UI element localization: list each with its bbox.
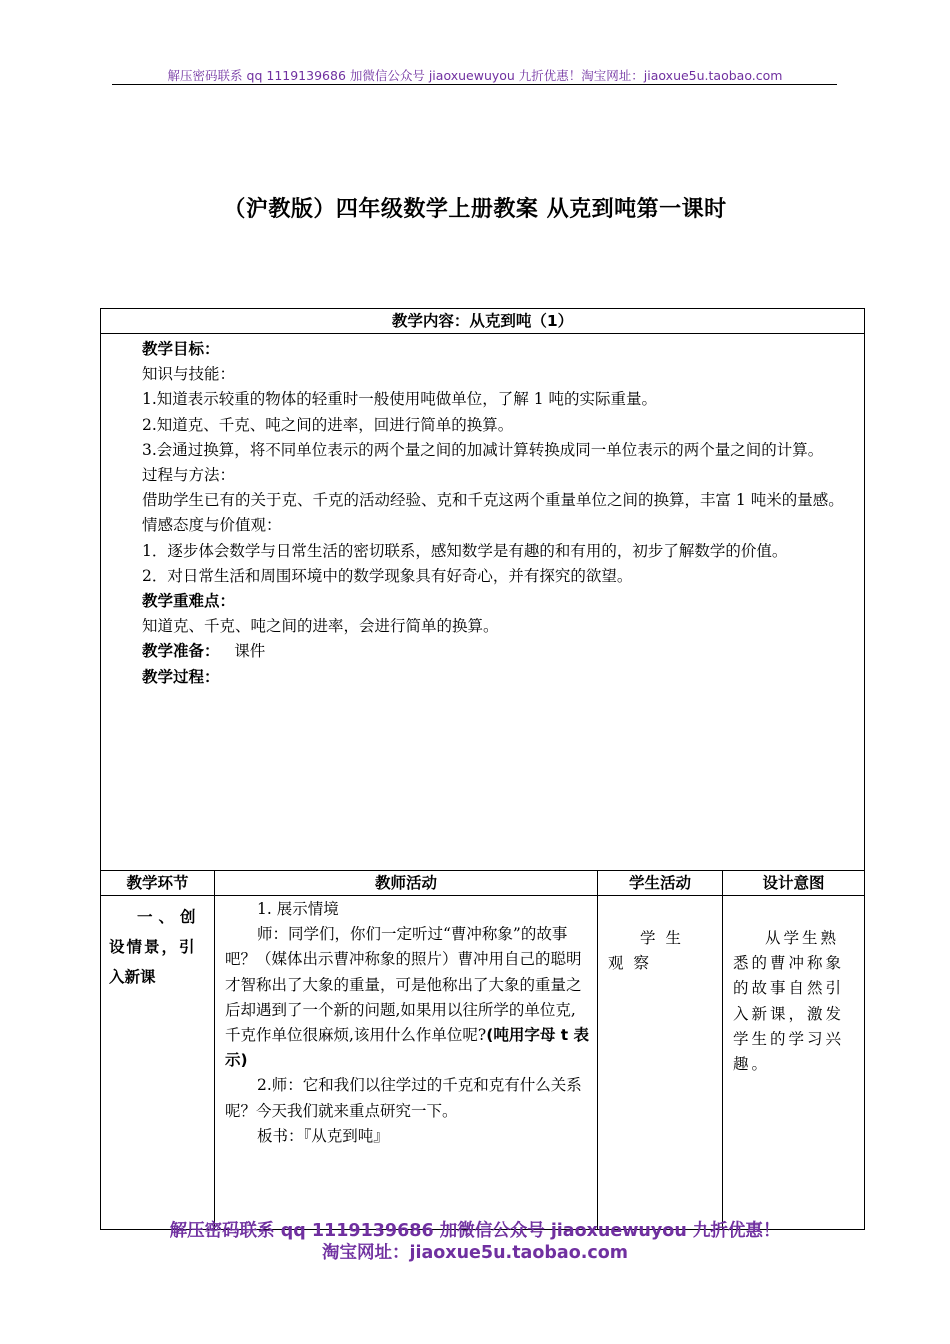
design-intent-cell — [723, 896, 865, 1230]
lesson-content-title: 教学内容：从克到吨（1） — [101, 309, 865, 334]
process-text: 借助学生已有的关于克、千克的活动经验、克和千克这两个重量单位之间的换算，丰富 1 吨米的量感。 — [142, 491, 844, 510]
teacher-step-1: 1. 展示情境 — [257, 900, 339, 918]
attitude-item: 2．对日常生活和周围环境中的数学现象具有好奇心，并有探究的欲望。 — [142, 566, 633, 585]
footer-ad-line-2: 淘宝网址：jiaoxue5u.taobao.com — [321, 1243, 629, 1263]
stage-cell — [101, 896, 215, 1230]
lesson-objectives-cell — [101, 334, 865, 871]
attitude-heading: 情感态度与价值观： — [142, 516, 282, 535]
objectives-heading: 教学目标： — [142, 340, 220, 358]
knowledge-heading: 知识与技能： — [142, 365, 236, 384]
stage-line: 一、创 — [137, 908, 202, 926]
column-header-student: 学生活动 — [598, 871, 723, 896]
header-divider — [112, 84, 837, 85]
lesson-plan-table — [100, 308, 865, 1230]
process-heading: 过程与方法： — [142, 466, 236, 485]
preparation-text: 课件 — [234, 642, 266, 661]
knowledge-item: 2.知道克、千克、吨之间的进率，回进行简单的换算。 — [142, 415, 514, 434]
student-activity-cell — [598, 896, 723, 1230]
key-points-text: 知道克、千克、吨之间的进率，会进行简单的换算。 — [142, 617, 499, 636]
teacher-dialogue-note: (吨用字母 t 表示) — [225, 1026, 590, 1070]
preparation-heading: 教学准备： — [142, 642, 220, 661]
key-points-heading: 教学重难点： — [142, 592, 236, 611]
teacher-board-note: 板书：『从克到吨』 — [257, 1126, 389, 1145]
knowledge-item: 1.知道表示较重的物体的轻重时一般使用吨做单位，了解 1 吨的实际重量。 — [142, 390, 658, 409]
stage-line: 设情景，引 — [109, 938, 197, 956]
table-row — [101, 896, 865, 1230]
column-header-intent: 设计意图 — [723, 871, 865, 896]
document-title: （沪教版）四年级数学上册教案 从克到吨第一课时 — [223, 197, 727, 222]
design-intent-text: 从学生熟悉的曹冲称象的故事自然引入新课，激发学生的学习兴趣。 — [733, 929, 845, 1074]
footer-ad-line-1: 解压密码联系 qq 1119139686 加微信公众号 jiaoxuewuyou 九折优惠！ — [169, 1221, 781, 1241]
teacher-dialogue: 师：同学们，你们一定听过“曹冲称象”的故事吧？（媒体出示曹冲称象的照片）曹冲用自己的聪明才智称出了大象的重量，可是他称出了大象的重量之后却遇到了一个新的问题,如果用以往所学的单位克,千克作单位很麻烦,该用什么作单位呢? — [225, 925, 582, 1045]
procedure-heading: 教学过程： — [142, 667, 220, 686]
column-header-stage: 教学环节 — [101, 871, 215, 896]
teacher-step-2: 2.师：它和我们以往学过的千克和克有什么关系呢？今天我们就来重点研究一下。 — [225, 1076, 582, 1120]
teacher-activity-cell — [215, 896, 598, 1230]
knowledge-item: 3.会通过换算，将不同单位表示的两个量之间的加减计算转换成同一单位表示的两个量之间的计算。 — [142, 440, 824, 459]
attitude-item: 1．逐步体会数学与日常生活的密切联系，感知数学是有趣的和有用的，初步了解数学的价值。 — [142, 541, 788, 560]
student-activity-text: 学生观察 — [608, 929, 692, 973]
column-header-teacher: 教师活动 — [215, 871, 598, 896]
header-ad-text: 解压密码联系 qq 1119139686 加微信公众号 jiaoxuewuyou 九折优惠！淘宝网址：jiaoxue5u.taobao.com — [167, 68, 783, 83]
stage-line: 入新课 — [109, 968, 156, 986]
footer-ad — [0, 1220, 950, 1264]
